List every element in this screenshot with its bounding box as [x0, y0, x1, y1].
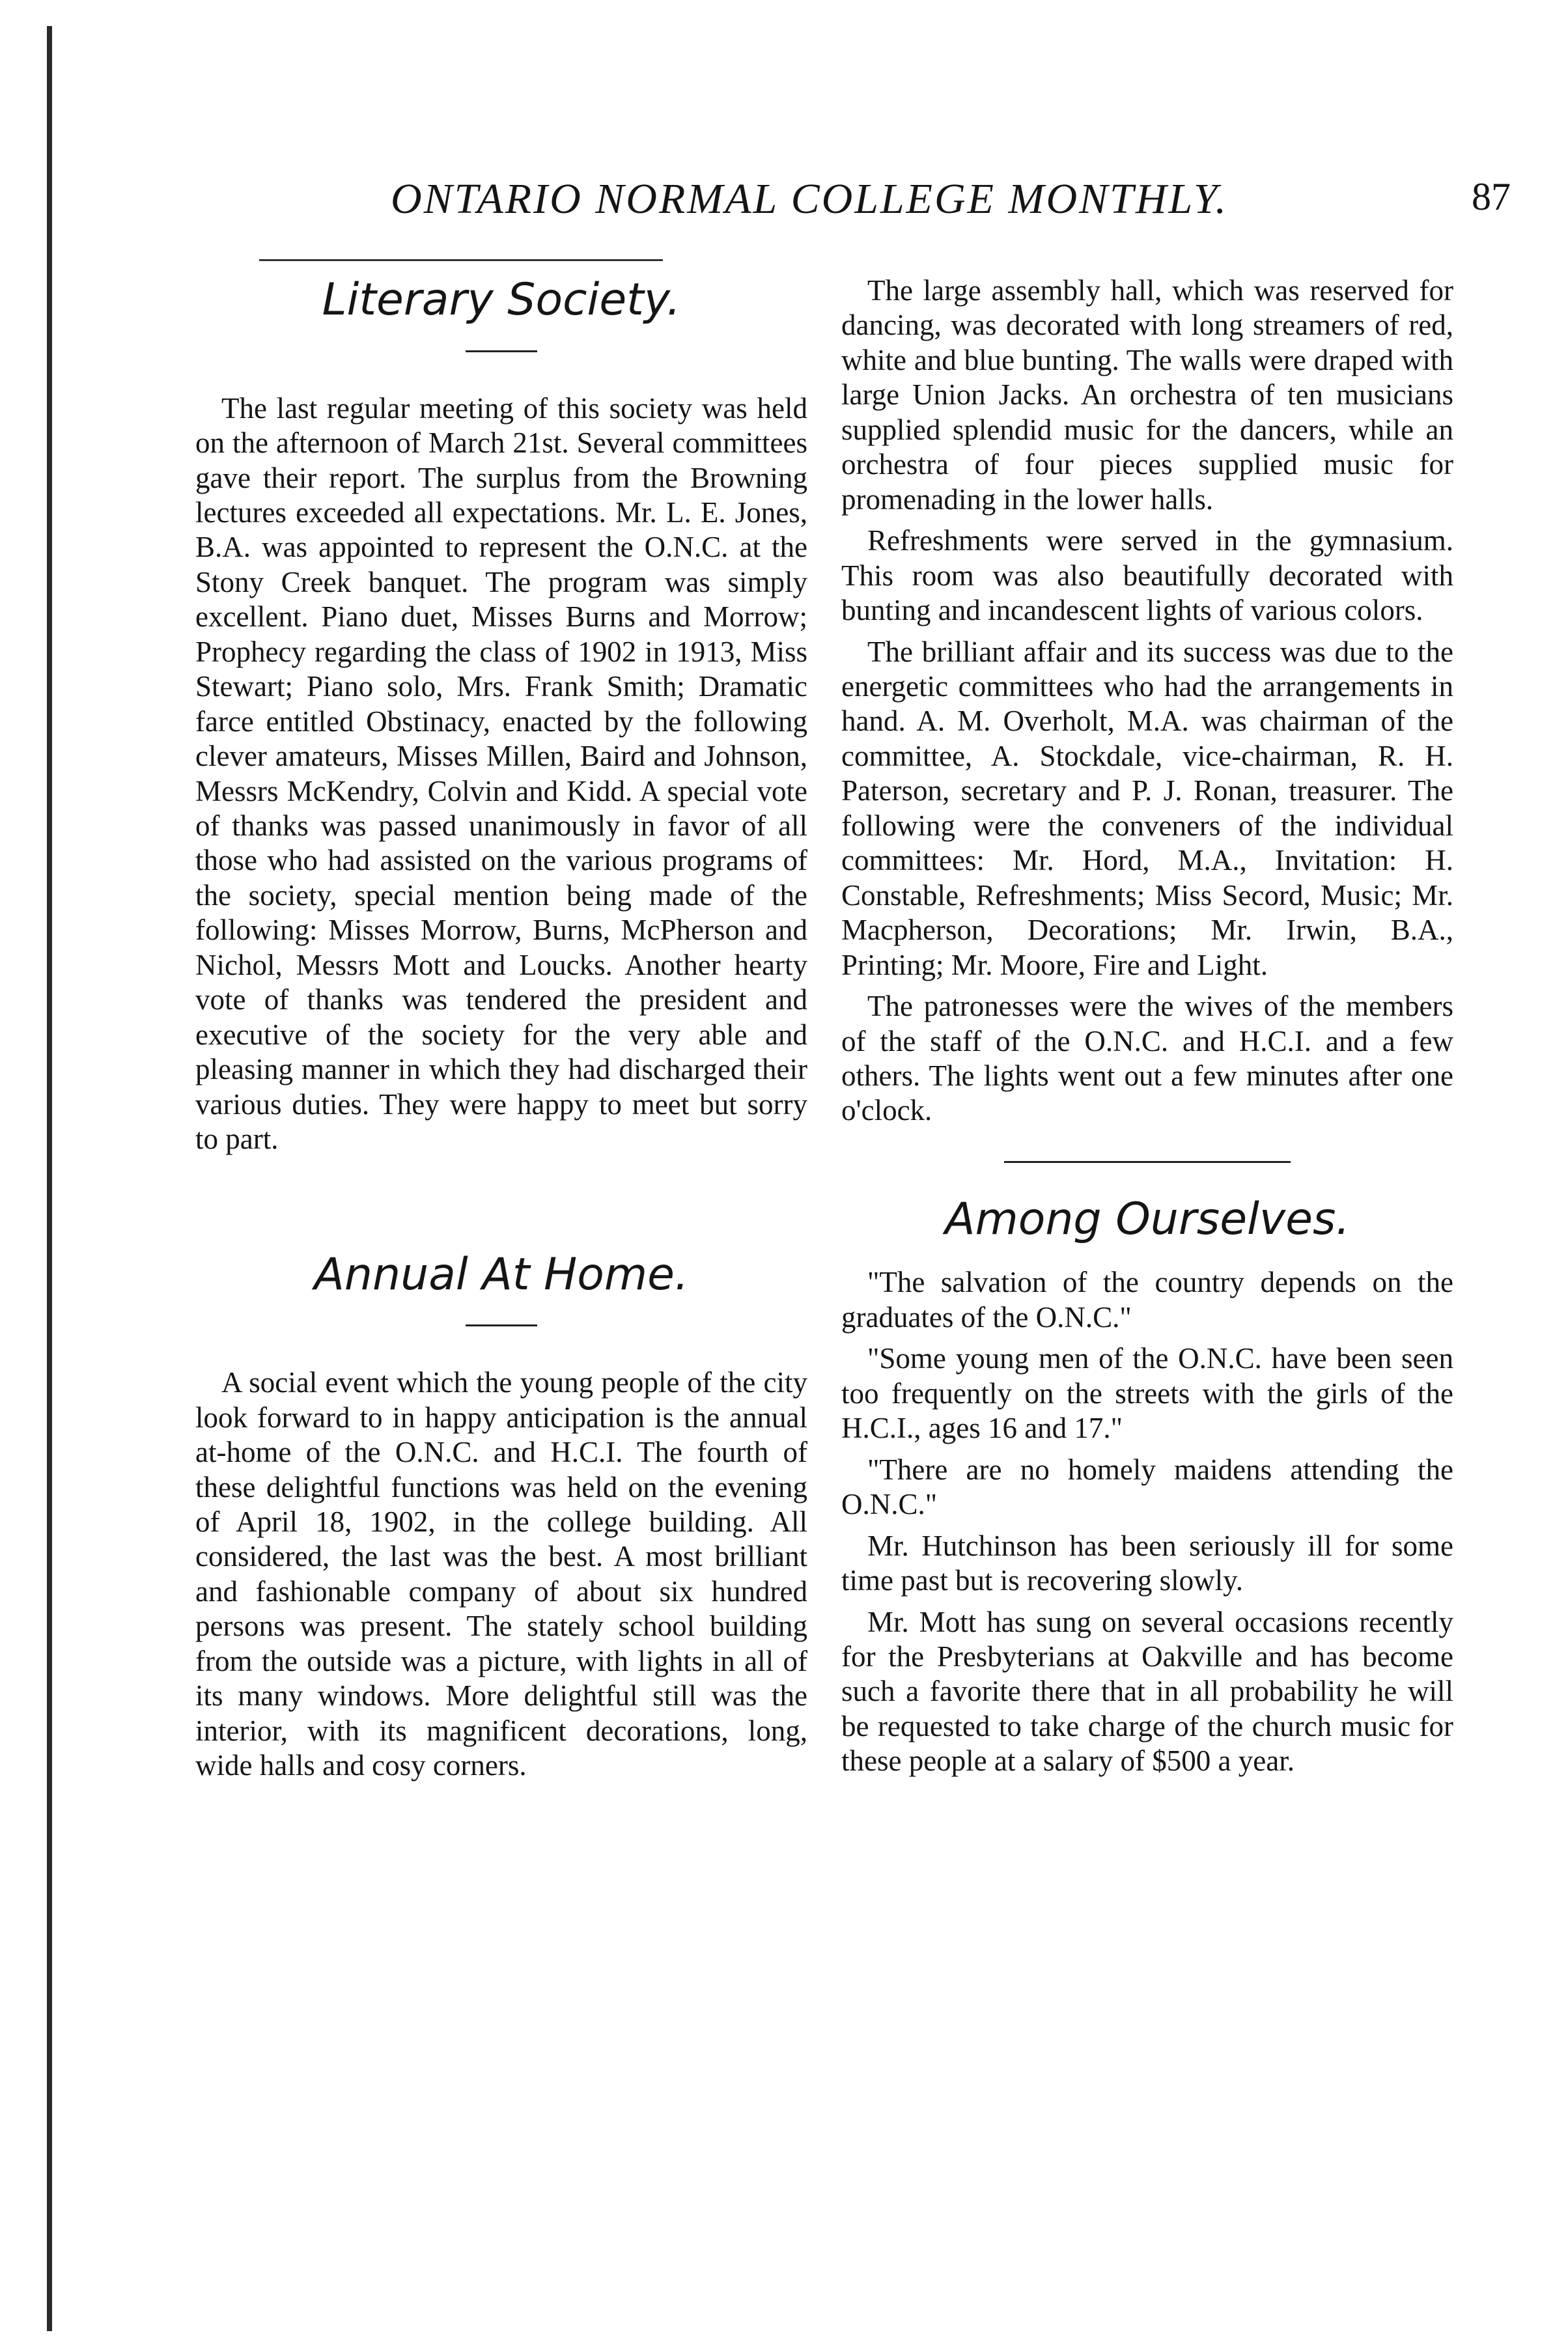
- annual-at-home-paragraph: Refreshments were served in the gymnasium. This room was also beautifully decorated with bunting and incandescent lights of various colors.: [841, 524, 1453, 627]
- section-rule: [466, 1324, 537, 1326]
- section-rule: [1004, 1161, 1291, 1163]
- section-rule: [466, 350, 537, 352]
- literary-society-paragraph: The last regular meeting of this society was held on the afternoon of March 21st. Several committees gave their report. The surplus from the Browning lectures exceeded all expectations. Mr. L. E. Jones, B.A. was appointed to represent the O.N.C. at the Stony Creek banquet. The program was simply excellent. Piano duet, Misses Burns and Morrow; Prophecy regarding the class of 1902 in 1913, Miss Stewart; Piano solo, Mrs. Frank Smith; Dramatic farce entitled Obstinacy, enacted by the following clever amateurs, Misses Millen, Baird and Johnson, Messrs McKendry, Colvin and Kidd. A special vote of thanks was passed unanimously in favor of all those who had assisted on the various programs of the society, special mention being made of the following: Misses Morrow, Burns, McPherson and Nichol, Messrs Mott and Loucks. Another hearty vote of thanks was tendered the president and executive of the society for the very able and pleasing manner in which they had discharged their various duties. They were happy to meet but sorry to part.: [195, 391, 807, 1156]
- literary-society-title: Literary Society.: [322, 274, 681, 326]
- among-ourselves-paragraph: "The salvation of the country depends on the graduates of the O.N.C.": [841, 1266, 1453, 1334]
- left-column: [195, 273, 807, 1784]
- annual-at-home-paragraph: The large assembly hall, which was reserved for dancing, was decorated with long streamers of red, white and blue bunting. The walls were draped with large Union Jacks. An orchestra of ten musicians supplied splendid music for the dancers, while an orchestra of four pieces supplied music for promenading in the lower halls.: [841, 274, 1453, 516]
- right-column: [841, 273, 1453, 1785]
- binding-edge: [47, 26, 52, 2331]
- annual-at-home-paragraph: The brilliant affair and its success was due to the energetic committees who had the arrangements in hand. A. M. Overholt, M.A. was chairman of the committee, A. Stockdale, vice-chairman, R. H. Paterson, secretary and P. J. Ronan, treasurer. The following were the conveners of the individual committees: Mr. Hord, M.A., Invitation: H. Constable, Refreshments; Miss Secord, Music; Mr. Macpherson, Decorations; Mr. Irwin, B.A., Printing; Mr. Moore, Fire and Light.: [841, 635, 1453, 981]
- among-ourselves-paragraph: "Some young men of the O.N.C. have been seen too frequently on the streets with the girls of the H.C.I., ages 16 and 17.": [841, 1342, 1453, 1445]
- among-ourselves-paragraph: Mr. Mott has sung on several occasions recently for the Presbyterians at Oakville and has become such a favorite there that in all probability he will be requested to take charge of the church music for these people at a salary of $500 a year.: [841, 1605, 1453, 1778]
- running-title: ONTARIO NORMAL COLLEGE MONTHLY.: [391, 175, 1229, 223]
- among-ourselves-paragraph: Mr. Hutchinson has been seriously ill for some time past but is recovering slowly.: [841, 1529, 1453, 1597]
- page-header: [391, 175, 1511, 233]
- page-number: 87: [1472, 175, 1511, 218]
- header-rule: [259, 259, 663, 261]
- annual-at-home-paragraph: A social event which the young people of the city look forward to in happy anticipation is the annual at-home of the O.N.C. and H.C.I. The fourth of these delightful functions was held on the evening of April 18, 1902, in the college building. All considered, the last was the best. A most brilliant and fashionable company of about six hundred persons was present. The stately school building from the outside was a picture, with lights in all of its many windows. More delightful still was the interior, with its magnificent decorations, long, wide halls and cosy corners.: [195, 1366, 807, 1782]
- annual-at-home-title: Annual At Home.: [314, 1248, 689, 1300]
- annual-at-home-paragraph: The patronesses were the wives of the members of the staff of the O.N.C. and H.C.I. and a few others. The lights went out a few minutes after one o'clock.: [841, 990, 1453, 1127]
- among-ourselves-title: Among Ourselves.: [944, 1193, 1351, 1245]
- among-ourselves-paragraph: "There are no homely maidens attending the O.N.C.": [841, 1453, 1453, 1521]
